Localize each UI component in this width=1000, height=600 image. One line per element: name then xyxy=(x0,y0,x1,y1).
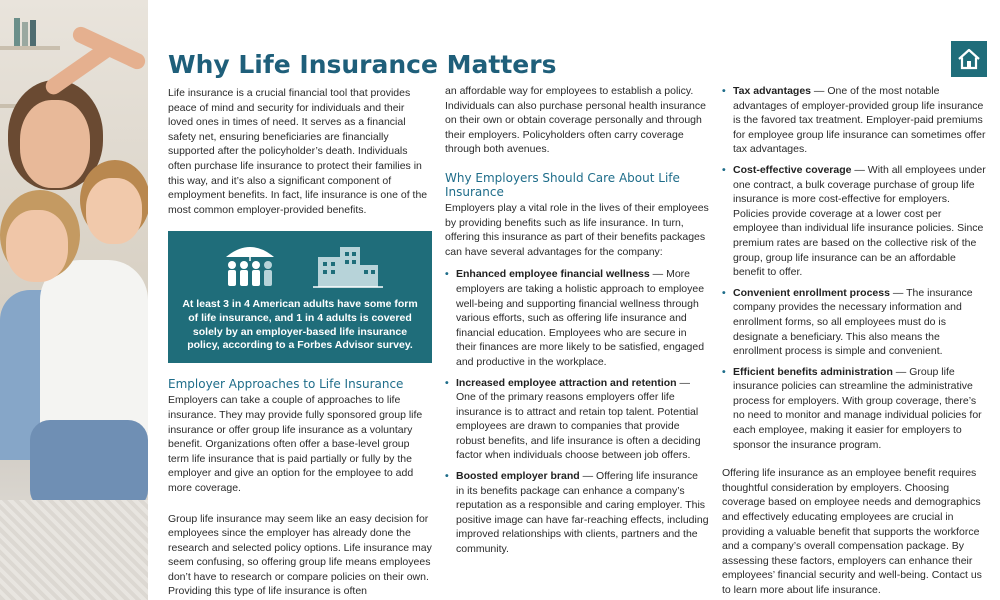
people-umbrella-icon xyxy=(168,235,432,295)
list-item: • Increased employee attraction and retention — One of the primary reasons employers offer life insurance is to attract and retain top talent. Potential employees are drawn to companies that provide robust benefits, and life insurance is often a deciding factor when individuals choose between job offers. xyxy=(445,376,701,462)
stat-callout xyxy=(168,231,432,363)
column-3 xyxy=(722,84,986,600)
bullet-term: Boosted employer brand xyxy=(456,470,580,483)
column-1 xyxy=(168,86,432,600)
bullet-text: — One of the most notable advantages of employer-provided group life insurance is the favored tax treatment. Employer-paid premiums for employee group life insurance can sometimes offer tax advantages. xyxy=(733,85,986,156)
list-item: • Tax advantages — One of the most notable advantages of employer-provided group life insurance is the favored tax treatment. Employer-paid premiums for employee group life insurance can sometimes offer tax advantages. xyxy=(722,85,986,156)
home-icon xyxy=(957,48,981,70)
list-item: • Boosted employer brand — Offering life insurance in its benefits package can enhance a company’s reputation as a responsible and caring employer. This positive image can have far-reaching effects, including improved relationships with clients, partners and the community. xyxy=(445,470,709,556)
intro-paragraph: Life insurance is a crucial financial tool that provides peace of mind and security for individuals and their loved ones in times of need. It serves as a financial safety net, ensuring beneficiaries are financially supported after the policyholder’s death. Individuals often purchase life insurance to protect their families in this way, and it’s also a significant component of employment benefits. In fact, life insurance is one of the most common employer-provided benefits. xyxy=(168,87,428,216)
list-item: • Efficient benefits administration — Group life insurance policies can streamline the administrative process for employers. With group coverage, there’s no need to monitor and manage individual policies for each employee, making it easier for employers to sponsor the insurance program. xyxy=(722,365,982,451)
closing-paragraph: Offering life insurance as an employee benefit requires thoughtful consideration by employers. Choosing coverage based on employee needs and demographics and effectively educating employees are crucial in providing a valuable benefit that supports the workforce and a company’s overall compensation package. By assessing these factors, employers can enhance their employees’ financial security and well-being. Contact us to learn more about life insurance. xyxy=(722,467,982,596)
bullet-text: — More employers are taking a holistic approach to employee well-being and supporting financial wellness through various efforts, such as offering life insurance and financial education. Employees who are secure in their finances are more likely to be satisfied, engaged and productive in the workplace. xyxy=(456,268,705,368)
bullet-term: Cost-effective coverage xyxy=(733,163,852,176)
paragraph: Employers play a vital role in the lives of their employees by providing benefits such as life insurance. In turn, offering this insurance as part of their benefits packages can have several advantages for the company: xyxy=(445,201,709,258)
paragraph: Group life insurance may seem like an easy decision for employees since the employer has already done the research and selected policy options. Life insurance may seem confusing, so offering group life means employees don’t have to research or compare policies on their own. Providing this type of life insurance is often xyxy=(168,512,432,598)
list-item: • Cost-effective coverage — With all employees under one contract, a bulk coverage purchase of group life insurance is more cost-effective for employers. Policies provide coverage at a lower cost per employee than individual life insurance policies. Since premium rates are based on the collective risk of the group, group life insurance can be an affordable benefit to offer. xyxy=(722,163,986,279)
bullet-text: — With all employees under one contract, a bulk coverage purchase of group life insurance is more cost-effective for employers. Policies provide coverage at a lower cost per employee than individual life insurance policies. Since premium rates are based on the collective risk of the group, group life insurance can be an affordable benefit to offer. xyxy=(733,163,986,279)
callout-text: At least 3 in 4 American adults have some form of life insurance, and 1 in 4 adults is covered solely by an employer-based life insurance policy, according to a Forbes Advisor survey. xyxy=(182,298,418,352)
section-heading-why-care: Why Employers Should Care About Life Insurance xyxy=(445,170,680,199)
bullet-term: Convenient enrollment process xyxy=(733,286,890,299)
bullet-text: — One of the primary reasons employers offer life insurance is to attract and retain top talent. Potential employees are drawn to companies that provide robust benefits, and life insurance is often a deciding factor when individuals choose between job offers. xyxy=(456,376,701,462)
benefit-list-continued xyxy=(722,84,986,452)
paragraph: Employers can take a couple of approaches to life insurance. They may provide fully sponsored group life insurance or offer group life insurance as a voluntary benefit. Organizations often offer a base-level group term life insurance that is paid partially or fully by the employer and give an option for the employee to add more coverage. xyxy=(168,394,423,494)
paragraph: an affordable way for employees to establish a policy. Individuals can also purchase personal health insurance on their own or obtain coverage personally and through their employers. Policyholders often carry coverage through both avenues. xyxy=(445,85,706,156)
list-item: • Enhanced employee financial wellness — More employers are taking a holistic approach to employee well-being and supporting financial wellness through various efforts, such as offering life insurance and financial education. Employees who are secure in their finances are more likely to be satisfied, engaged and productive in the workplace. xyxy=(445,268,705,368)
bullet-text: — Offering life insurance in its benefits package can enhance a company’s reputation as a responsible and caring employer. This positive image can have far-reaching effects, including improved relationships with clients, partners and the community. xyxy=(456,470,709,556)
bullet-term: Increased employee attraction and retention xyxy=(456,376,677,389)
bullet-text: — The insurance company provides the necessary information and enrollment forms, so all employees must do is designate a beneficiary. This also means the enrollment process is simple and convenient. xyxy=(733,286,973,358)
bullet-text: — Group life insurance policies can streamline the administrative process for employers. With group coverage, there’s no need to monitor and manage individual policies for each employee, making it easier for employers to sponsor the insurance program. xyxy=(733,365,982,451)
section-heading-approaches: Employer Approaches to Life Insurance xyxy=(168,377,404,392)
bullet-term: Efficient benefits administration xyxy=(733,365,893,378)
list-item: • Convenient enrollment process — The insurance company provides the necessary information and enrollment forms, so all employees must do is designate a beneficiary. This also means the enrollment process is simple and convenient. xyxy=(722,286,973,358)
bullet-term: Tax advantages xyxy=(733,85,812,97)
column-2 xyxy=(445,84,709,563)
family-photo xyxy=(0,0,148,600)
bullet-term: Enhanced employee financial wellness xyxy=(456,268,650,281)
benefit-list xyxy=(445,267,709,556)
page-title: Why Life Insurance Matters xyxy=(168,50,557,79)
home-button[interactable] xyxy=(951,41,987,77)
